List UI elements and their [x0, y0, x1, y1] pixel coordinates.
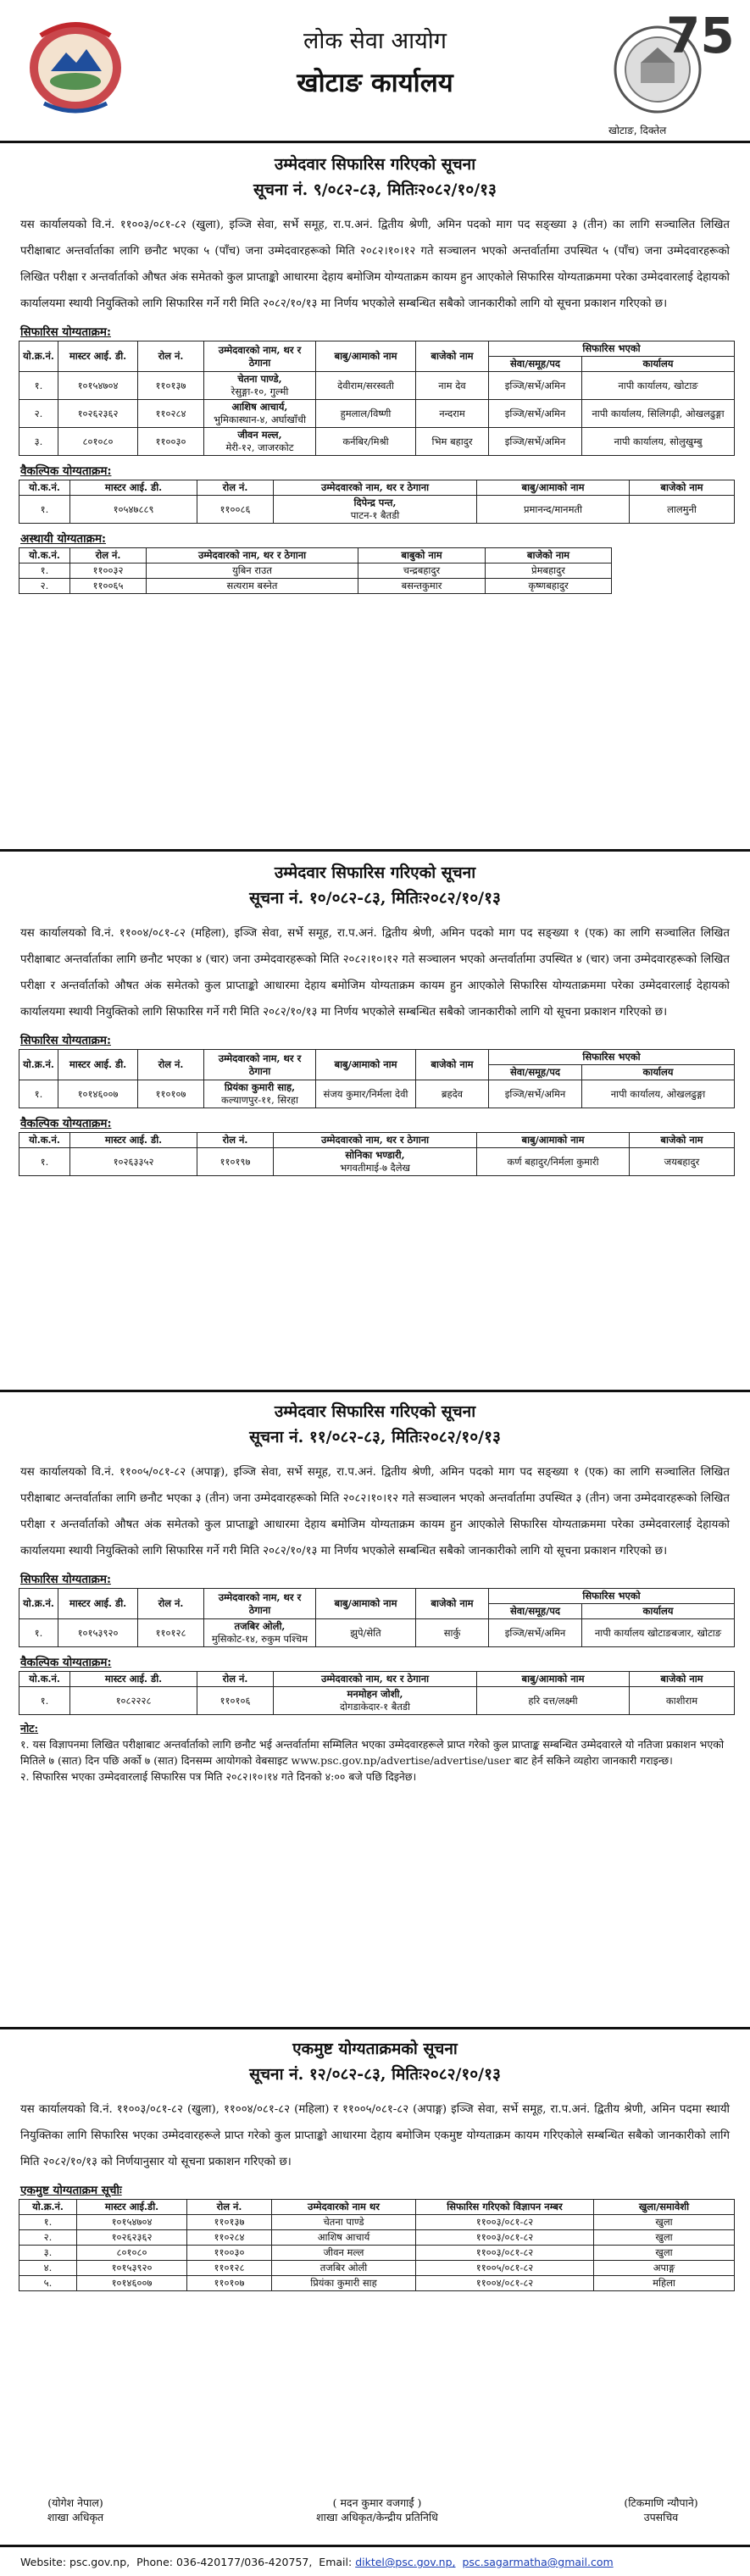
- col-sn: यो.क्र.नं.: [19, 1050, 58, 1080]
- col-sn: यो.क.नं.: [19, 480, 70, 496]
- candidate-address: भुमिकास्थान-४, अर्घाखाँची: [213, 414, 307, 425]
- col-name: उम्मेदवारको नाम थर: [272, 2200, 416, 2215]
- cell-parent: झुपे/सेति: [316, 1619, 416, 1647]
- cell-category: खुला: [594, 2215, 735, 2230]
- alternative-table: [19, 480, 735, 524]
- cell-office: नापी कार्यालय, सिलिगढ़ी, ओखलढुङ्गा: [582, 400, 735, 428]
- signature-1: [12, 2496, 139, 2524]
- table-row: [19, 2246, 735, 2261]
- table-row: [19, 1687, 735, 1715]
- commission-title: लोक सेवा आयोग: [303, 28, 447, 54]
- col-master-id: मास्टर आई. डी.: [58, 341, 138, 372]
- col-office: कार्यालय: [582, 1604, 735, 1619]
- col-grandparent: बाजेको नाम: [416, 1050, 489, 1080]
- cell-sn: १.: [19, 1687, 70, 1715]
- cell-grandparent: ब्रहदेव: [416, 1080, 489, 1108]
- signatory-name: (टिकमाणि न्यौपाने): [624, 2496, 698, 2509]
- cell-grandparent: काशीराम: [630, 1687, 735, 1715]
- divider: [0, 1390, 750, 1392]
- col-name: उम्मेदवारको नाम, थर र ठेगाना: [147, 548, 358, 564]
- col-grandparent: बाजेको नाम: [630, 480, 735, 496]
- col-roll: रोल नं.: [70, 548, 147, 564]
- col-name: उम्मेदवारको नाम, थर र ठेगाना: [204, 1050, 316, 1080]
- notice-number: सूचना नं. ११/०८२-८३, मितिः२०८२/१०/१३: [249, 1428, 501, 1446]
- cell-sn: १.: [19, 496, 70, 524]
- col-category: खुला/समावेशी: [594, 2200, 735, 2215]
- signature-3: [585, 2496, 737, 2524]
- recommend-table: [19, 1049, 735, 1108]
- cell-office: नापी कार्यालय, ओखलढुङ्गा: [582, 1080, 735, 1108]
- cell-master-id: १०१५४७०४: [58, 372, 138, 400]
- cell-office: नापी कार्यालय, सोलुखुम्बु: [582, 428, 735, 456]
- notice-title: उम्मेदवार सिफारिस गरिएको सूचना: [274, 155, 476, 174]
- cell-master-id: १०१५३९२०: [58, 1619, 138, 1647]
- signatory-role: शाखा अधिकृत: [47, 2511, 104, 2523]
- cell-parent: देवीराम/सरस्वती: [316, 372, 416, 400]
- cell-roll: ११००८६: [197, 496, 274, 524]
- cell-sn: २.: [19, 579, 70, 594]
- cell-advert: ११००३/०८१-८२: [416, 2230, 594, 2246]
- cell-name: आशिष आचार्य: [272, 2230, 416, 2246]
- alternative-table: [19, 1132, 735, 1176]
- cell-sn: ४.: [19, 2261, 77, 2276]
- notice-title: एकमुष्ट योग्यताक्रमको सूचना: [292, 2040, 458, 2058]
- cell-post: इञ्जि/सर्भे/अमिन: [489, 372, 582, 400]
- cell-roll: ११००३०: [138, 428, 204, 456]
- cell-post: इञ्जि/सर्भे/अमिन: [489, 1080, 582, 1108]
- cell-grandparent: भिम बहादुर: [416, 428, 489, 456]
- recommend-table: [19, 1588, 735, 1647]
- office-location: खोटाङ, दिक्तेल: [608, 125, 667, 136]
- notes: [0, 1720, 750, 1785]
- alternative-table: [19, 1671, 735, 1715]
- cell-post: इञ्जि/सर्भे/अमिन: [489, 400, 582, 428]
- cell-office: नापी कार्यालय खोटाङबजार, खोटाङ: [582, 1619, 735, 1647]
- temporary-table: [19, 547, 612, 594]
- alternative-label: वैकल्पिक योग्यताक्रम:: [20, 1656, 112, 1669]
- col-sn: यो.क.नं.: [19, 548, 70, 564]
- footer-email-label: Email:: [319, 2556, 353, 2568]
- table-row: [19, 1080, 735, 1108]
- cell-parent: संजय कुमार/निर्मला देवी: [316, 1080, 416, 1108]
- signatory-role: शाखा अधिकृत/केन्द्रीय प्रतिनिधि: [316, 2511, 438, 2523]
- col-name: उम्मेदवारको नाम, थर र ठेगाना: [274, 1672, 477, 1687]
- cell-name: [274, 1148, 477, 1176]
- cell-roll: ११०१२८: [138, 1619, 204, 1647]
- cell-sn: १.: [19, 1619, 58, 1647]
- col-parent: बाबु/आमाको नाम: [477, 1133, 630, 1148]
- col-master-id: मास्टर आई. डी.: [70, 480, 197, 496]
- cell-advert: ११००३/०८१-८२: [416, 2215, 594, 2230]
- col-sn: यो.क्र.नं.: [19, 2200, 77, 2215]
- notice-12: [0, 2037, 750, 2291]
- cell-name: [204, 428, 316, 456]
- cell-name: [274, 1687, 477, 1715]
- col-recommended: सिफारिस भएको: [489, 1589, 735, 1604]
- note-item: १. यस विज्ञापनमा लिखित परीक्षाबाट अन्तर्वार्ताको लागि छनौट भई अन्तर्वार्तामा सम्मिलित भएका उम्मेदवारहरूले प्राप्त गरेको कुल प्राप्ताङ्क सम्बन्धित उम्मेदवारले यो नतिजा प्रकाशन भएको मितिले ७ (सात) दिन पछि अर्को ७ (सात) दिनसम्म आयोगको वेबसाइट www.psc.gov.np/advertise/advertise/user बाट हेर्न सकिने व्यहोरा जानकारी गराइन्छ।: [20, 1738, 725, 1767]
- cell-name: [204, 1619, 316, 1647]
- cell-master-id: ८०१०८०: [58, 428, 138, 456]
- table-row: [19, 428, 735, 456]
- cell-roll: ११००६५: [70, 579, 147, 594]
- cell-roll: ११०२८४: [187, 2230, 272, 2246]
- col-recommended: सिफारिस भएको: [489, 341, 735, 357]
- alternative-label: वैकल्पिक योग्यताक्रम:: [20, 464, 112, 478]
- cell-roll: ११०१३७: [138, 372, 204, 400]
- candidate-name: आशिष आचार्य,: [231, 401, 288, 413]
- candidate-address: पाटन-१ बैतडी: [350, 509, 400, 521]
- 75-anniversary-logo-icon: [600, 3, 735, 130]
- col-recommended: सिफारिस भएको: [489, 1050, 735, 1065]
- table-row: [19, 1619, 735, 1647]
- divider: [0, 2027, 750, 2029]
- col-name: उम्मेदवारको नाम, थर र ठेगाना: [204, 1589, 316, 1619]
- cell-parent: कर्नबिर/मिश्री: [316, 428, 416, 456]
- email-link-diktel[interactable]: diktel@psc.gov.np,: [355, 2556, 456, 2568]
- col-grandparent: बाजेको नाम: [416, 341, 489, 372]
- notice-11: [0, 1400, 750, 1785]
- col-roll: रोल नं.: [138, 1050, 204, 1080]
- candidate-address: भगवतीमाई-७ दैलेख: [340, 1162, 410, 1174]
- notice-number: सूचना नं. ९/०८२-८३, मितिः२०८२/१०/१३: [253, 180, 497, 199]
- cell-master-id: १०८२२२८: [70, 1687, 197, 1715]
- col-office: कार्यालय: [582, 1065, 735, 1080]
- cell-grandparent: लालमुनी: [630, 496, 735, 524]
- footer: [0, 2545, 750, 2576]
- col-sn: यो.क.नं.: [19, 1672, 70, 1687]
- table-row: [19, 1148, 735, 1176]
- candidate-name: तजबिर ओली,: [234, 1620, 286, 1632]
- cell-grandparent: नाम देव: [416, 372, 489, 400]
- candidate-name: जीवन मल्ल,: [237, 429, 282, 441]
- cell-sn: १.: [19, 2215, 77, 2230]
- cell-parent: कर्ण बहादुर/निर्मला कुमारी: [477, 1148, 630, 1176]
- cell-sn: २.: [19, 2230, 77, 2246]
- cell-master-id: १०१४६००७: [58, 1080, 138, 1108]
- cell-master-id: १०१४६००७: [77, 2276, 187, 2291]
- notes-label: नोट:: [20, 1722, 39, 1735]
- cell-post: इञ्जि/सर्भे/अमिन: [489, 1619, 582, 1647]
- col-roll: रोल नं.: [138, 1589, 204, 1619]
- table-row: [19, 496, 735, 524]
- col-advert: सिफारिस गरिएको विज्ञापन नम्बर: [416, 2200, 594, 2215]
- cell-master-id: १०१५३९२०: [77, 2261, 187, 2276]
- cell-category: खुला: [594, 2246, 735, 2261]
- signature-2: [254, 2496, 500, 2524]
- cell-roll: ११०१२८: [187, 2261, 272, 2276]
- notice-body: यस कार्यालयको वि.नं. ११००५/०८१-८२ (अपाङ्ग), इञ्जि सेवा, सर्भे समूह, रा.प.अनं. द्वितीय श्रेणी, अमिन पदको माग पद सङ्ख्या १ (एक) का लागि सञ्चालित लिखित परीक्षाबाट अन्तर्वार्ताका लागि छनौट भएका ३ (तीन) जना उम्मेदवारहरूको मिति २०८२।१०।१२ गते सञ्चालन भएको अन्तर्वार्तामा उपस्थित ३ (तीन) जना उम्मेदवारहरूको लिखित परीक्षा र अन्तर्वार्ताको औषत अंक समेतको कुल प्राप्ताङ्को आधारमा देहाय बमोजिम योग्यताक्रम कायम हुन आएकोले सिफारिस योग्यताक्रममा परेका उम्मेदवारलाई देहायको कार्यालयमा स्थायी नियुक्तिको लागि सिफारिस गर्ने गरी मिति २०८२/१०/१३ मा निर्णय भएकोले सम्बन्धित सबैको जानकारीको लागि यो सूचना प्रकाशन गरिएको छ।: [20, 1466, 730, 1557]
- cell-name: सत्यराम बस्नेत: [147, 579, 358, 594]
- cell-sn: १.: [19, 564, 70, 579]
- col-parent: बाबु/आमाको नाम: [477, 480, 630, 496]
- divider: [0, 141, 750, 143]
- cell-roll: ११००३०: [187, 2246, 272, 2261]
- candidate-name: मनमोहन जोशी,: [347, 1688, 403, 1700]
- col-parent: बाबु/आमाको नाम: [316, 1050, 416, 1080]
- notice-number: सूचना नं. १२/०८२-८३, मितिः२०८२/१०/१३: [249, 2065, 501, 2084]
- cell-name: [204, 1080, 316, 1108]
- candidate-address: मेरी-१२, जाजरकोट: [225, 441, 294, 453]
- notice-title: उम्मेदवार सिफारिस गरिएको सूचना: [274, 1402, 476, 1421]
- cell-parent: प्रमानन्द/मानमती: [477, 496, 630, 524]
- cell-name: जीवन मल्ल: [272, 2246, 416, 2261]
- table-row: [19, 372, 735, 400]
- col-parent: बाबु/आमाको नाम: [477, 1672, 630, 1687]
- cell-name: [204, 400, 316, 428]
- col-post: सेवा/समूह/पद: [489, 1604, 582, 1619]
- cell-grandparent: नन्दराम: [416, 400, 489, 428]
- notice-number: सूचना नं. १०/०८२-८३, मितिः२०८२/१०/१३: [249, 889, 501, 908]
- table-row: [19, 2261, 735, 2276]
- candidate-address: कल्याणपुर-११, सिरहा: [221, 1094, 298, 1106]
- col-name: उम्मेदवारको नाम, थर र ठेगाना: [274, 1133, 477, 1148]
- cell-post: इञ्जि/सर्भे/अमिन: [489, 428, 582, 456]
- cell-grandparent: सार्कु: [416, 1619, 489, 1647]
- recommend-label: सिफारिस योग्यताक्रम:: [20, 1034, 111, 1047]
- combined-list-label: एकमुष्ट योग्यताक्रम सूचीः: [20, 2184, 122, 2197]
- cell-roll: ११०१०७: [187, 2276, 272, 2291]
- cell-sn: ३.: [19, 428, 58, 456]
- cell-sn: २.: [19, 400, 58, 428]
- col-sn: यो.क्र.नं.: [19, 341, 58, 372]
- cell-grandparent: जयबहादुर: [630, 1148, 735, 1176]
- col-roll: रोल नं.: [197, 480, 274, 496]
- footer-phone: Phone: 036-420177/036-420757,: [136, 2556, 313, 2568]
- recommend-label: सिफारिस योग्यताक्रम:: [20, 325, 111, 339]
- cell-master-id: १०५४७८८९: [70, 496, 197, 524]
- cell-category: अपाङ्ग: [594, 2261, 735, 2276]
- cell-master-id: १०१५४७०४: [77, 2215, 187, 2230]
- cell-grandparent: प्रेमबहादुर: [486, 564, 612, 579]
- cell-parent: हरि दत्त/लक्ष्मी: [477, 1687, 630, 1715]
- candidate-address: मुसिकोट-१४, रुकुम पश्चिम: [211, 1633, 308, 1645]
- candidate-address: दोगडाकेदार-१ बैतडी: [339, 1701, 411, 1713]
- col-name: उम्मेदवारको नाम, थर र ठेगाना: [274, 480, 477, 496]
- cell-name: चेतना पाण्डे: [272, 2215, 416, 2230]
- cell-roll: ११०२८४: [138, 400, 204, 428]
- cell-name: [204, 372, 316, 400]
- cell-sn: १.: [19, 1080, 58, 1108]
- cell-master-id: १०२६२३६२: [58, 400, 138, 428]
- cell-roll: ११०१३७: [187, 2215, 272, 2230]
- table-row: [19, 579, 612, 594]
- signatory-name: ( मदन कुमार वजगाईं ): [332, 2496, 422, 2509]
- cell-father: चन्द्रबहादुर: [358, 564, 486, 579]
- email-link-sagarmatha[interactable]: psc.sagarmatha@gmail.com: [462, 2556, 614, 2568]
- notice-body: यस कार्यालयको वि.नं. ११००३/०८१-८२ (खुला), ११००४/०८१-८२ (महिला) र ११००५/०८१-८२ (अपाङ्ग) इञ्जि सेवा, सर्भे समूह, रा.प.अनं. द्वितीय श्रेणी, अमिन पदमा स्थायी नियुक्तिका लागि सिफारिस भएका उम्मेदवारहरूले प्राप्त गरेको कुल प्राप्ताङ्को आधारमा देहाय बमोजिम एकमुष्ट योग्यताक्रम कायम गरिएकोले सम्बन्धित सबैको जानकारीको लागि मिति २०८२/१०/१३ को निर्णयानुसार यो सूचना प्रकाशन गरिएको छ।: [20, 2103, 730, 2168]
- candidate-name: सोनिका भण्डारी,: [345, 1149, 405, 1161]
- candidate-name: प्रियंका कुमारी साह,: [224, 1081, 296, 1093]
- cell-roll: ११०१०७: [138, 1080, 204, 1108]
- col-sn: यो.क.नं.: [19, 1133, 70, 1148]
- svg-text:75: 75: [666, 7, 735, 64]
- cell-office: नापी कार्यालय, खोटाङ: [582, 372, 735, 400]
- col-parent: बाबु/आमाको नाम: [316, 341, 416, 372]
- office-title: खोटाङ कार्यालय: [297, 68, 453, 98]
- cell-roll: ११००३२: [70, 564, 147, 579]
- cell-advert: ११००५/०८१-८२: [416, 2261, 594, 2276]
- notice-9: [0, 153, 750, 594]
- cell-category: महिला: [594, 2276, 735, 2291]
- cell-sn: १.: [19, 372, 58, 400]
- table-row: [19, 2215, 735, 2230]
- cell-name: [274, 496, 477, 524]
- cell-name: तजबिर ओली: [272, 2261, 416, 2276]
- col-post: सेवा/समूह/पद: [489, 1065, 582, 1080]
- cell-advert: ११००३/०८१-८२: [416, 2246, 594, 2261]
- col-grandparent: बाजेको नाम: [416, 1589, 489, 1619]
- cell-category: खुला: [594, 2230, 735, 2246]
- cell-roll: ११०१९७: [197, 1148, 274, 1176]
- signatory-role: उपसचिव: [643, 2511, 679, 2523]
- recommend-table: [19, 341, 735, 456]
- cell-master-id: ८०१०८०: [77, 2246, 187, 2261]
- table-row: [19, 2276, 735, 2291]
- cell-grandparent: कृष्णबहादुर: [486, 579, 612, 594]
- note-item: २. सिफारिस भएका उम्मेदवारलाई सिफारिस पत्र मिति २०८२।१०।१४ गते दिनको ४:०० बजे पछि दिइनेछ।: [20, 1770, 417, 1783]
- cell-name: युबिन राउत: [147, 564, 358, 579]
- table-row: [19, 2230, 735, 2246]
- candidate-address: रेसुङ्गा-१०, गुल्मी: [231, 386, 289, 397]
- cell-father: बसन्तकुमार: [358, 579, 486, 594]
- col-roll: रोल नं.: [197, 1672, 274, 1687]
- notice-body: यस कार्यालयको वि.नं. ११००४/०८१-८२ (महिला), इञ्जि सेवा, सर्भे समूह, रा.प.अनं. द्वितीय श्रेणी, अमिन पदको माग पद सङ्ख्या १ (एक) का लागि सञ्चालित लिखित परीक्षाबाट अन्तर्वार्ताका लागि छनौट भएका ४ (चार) जना उम्मेदवारहरूको मिति २०८२।१०।१२ गते सञ्चालन भएको अन्तर्वार्तामा उपस्थित ४ (चार) जना उम्मेदवारहरूको लिखित परीक्षा र अन्तर्वार्ताको औषत अंक समेतको कुल प्राप्ताङ्को आधारमा देहाय बमोजिम योग्यताक्रम कायम हुन आएकोले सिफारिस योग्यताक्रममा परेका उम्मेदवारलाई देहायको कार्यालयमा स्थायी नियुक्तिको लागि सिफारिस गर्ने गरी मिति २०८२/१०/१३ मा निर्णय भएकोले सम्बन्धित सबैको जानकारीको लागि यो सूचना प्रकाशन गरिएको छ।: [20, 927, 730, 1019]
- col-parent: बाबु/आमाको नाम: [316, 1589, 416, 1619]
- table-row: [19, 564, 612, 579]
- header: [0, 0, 750, 144]
- col-father: बाबुको नाम: [358, 548, 486, 564]
- col-post: सेवा/समूह/पद: [489, 357, 582, 372]
- col-office: कार्यालय: [582, 357, 735, 372]
- col-master-id: मास्टर आई. डी.: [70, 1133, 197, 1148]
- cell-master-id: १०२६३३५२: [70, 1148, 197, 1176]
- col-sn: यो.क्र.नं.: [19, 1589, 58, 1619]
- cell-parent: हुमलाल/विष्णी: [316, 400, 416, 428]
- cell-sn: १.: [19, 1148, 70, 1176]
- candidate-name: चेतना पाण्डे,: [237, 373, 282, 385]
- notice-title: उम्मेदवार सिफारिस गरिएको सूचना: [274, 863, 476, 882]
- cell-advert: ११००४/०८१-८२: [416, 2276, 594, 2291]
- notice-10: [0, 861, 750, 1176]
- cell-roll: ११०१०६: [197, 1687, 274, 1715]
- col-master-id: मास्टर आई.डी.: [77, 2200, 187, 2215]
- candidate-name: दिपेन्द्र पन्त,: [353, 497, 397, 508]
- notice-body: यस कार्यालयको वि.नं. ११००३/०८१-८२ (खुला), इञ्जि सेवा, सर्भे समूह, रा.प.अनं. द्वितीय श्रेणी, अमिन पदको माग पद सङ्ख्या ३ (तीन) का लागि सञ्चालित लिखित परीक्षाबाट अन्तर्वार्ताका लागि छनौट भएका ५ (पाँच) जना उम्मेदवारहरूको मिति २०८२।१०।१२ गते सञ्चालन भएको अन्तर्वार्तामा उपस्थित ५ (पाँच) जना उम्मेदवारहरूको लिखित परीक्षा र अन्तर्वार्ताको औषत अंक समेतको कुल प्राप्ताङ्को आधारमा देहाय बमोजिम योग्यताक्रम कायम हुन आएकोले सिफारिस योग्यताक्रममा परेका उम्मेदवारलाई देहायको कार्यालयमा स्थायी नियुक्तिको लागि सिफारिस गर्ने गरी मिति २०८२/१०/१३ मा निर्णय भएकोले सम्बन्धित सबैको जानकारीको लागि यो सूचना प्रकाशन गरिएको छ।: [20, 219, 730, 310]
- footer-website: Website: psc.gov.np,: [20, 2556, 131, 2568]
- col-roll: रोल नं.: [197, 1133, 274, 1148]
- cell-sn: ३.: [19, 2246, 77, 2261]
- signatory-name: (योगेश नेपाल): [47, 2496, 103, 2509]
- col-master-id: मास्टर आई. डी.: [58, 1050, 138, 1080]
- col-roll: रोल नं.: [138, 341, 204, 372]
- col-master-id: मास्टर आई. डी.: [58, 1589, 138, 1619]
- col-roll: रोल नं.: [187, 2200, 272, 2215]
- recommend-label: सिफारिस योग्यताक्रम:: [20, 1573, 111, 1586]
- col-name: उम्मेदवारको नाम, थर र ठेगाना: [204, 341, 316, 372]
- cell-name: प्रियंका कुमारी साह: [272, 2276, 416, 2291]
- col-grandparent: बाजेको नाम: [630, 1133, 735, 1148]
- col-grandparent: बाजेको नाम: [630, 1672, 735, 1687]
- combined-merit-table: [19, 2199, 735, 2291]
- divider: [0, 849, 750, 852]
- alternative-label: वैकल्पिक योग्यताक्रम:: [20, 1117, 112, 1130]
- cell-master-id: १०२६२३६२: [77, 2230, 187, 2246]
- table-row: [19, 400, 735, 428]
- col-master-id: मास्टर आई. डी.: [70, 1672, 197, 1687]
- temporary-label: अस्थायी योग्यताक्रम:: [20, 532, 107, 546]
- cell-sn: ५.: [19, 2276, 77, 2291]
- col-grandparent: बाजेको नाम: [486, 548, 612, 564]
